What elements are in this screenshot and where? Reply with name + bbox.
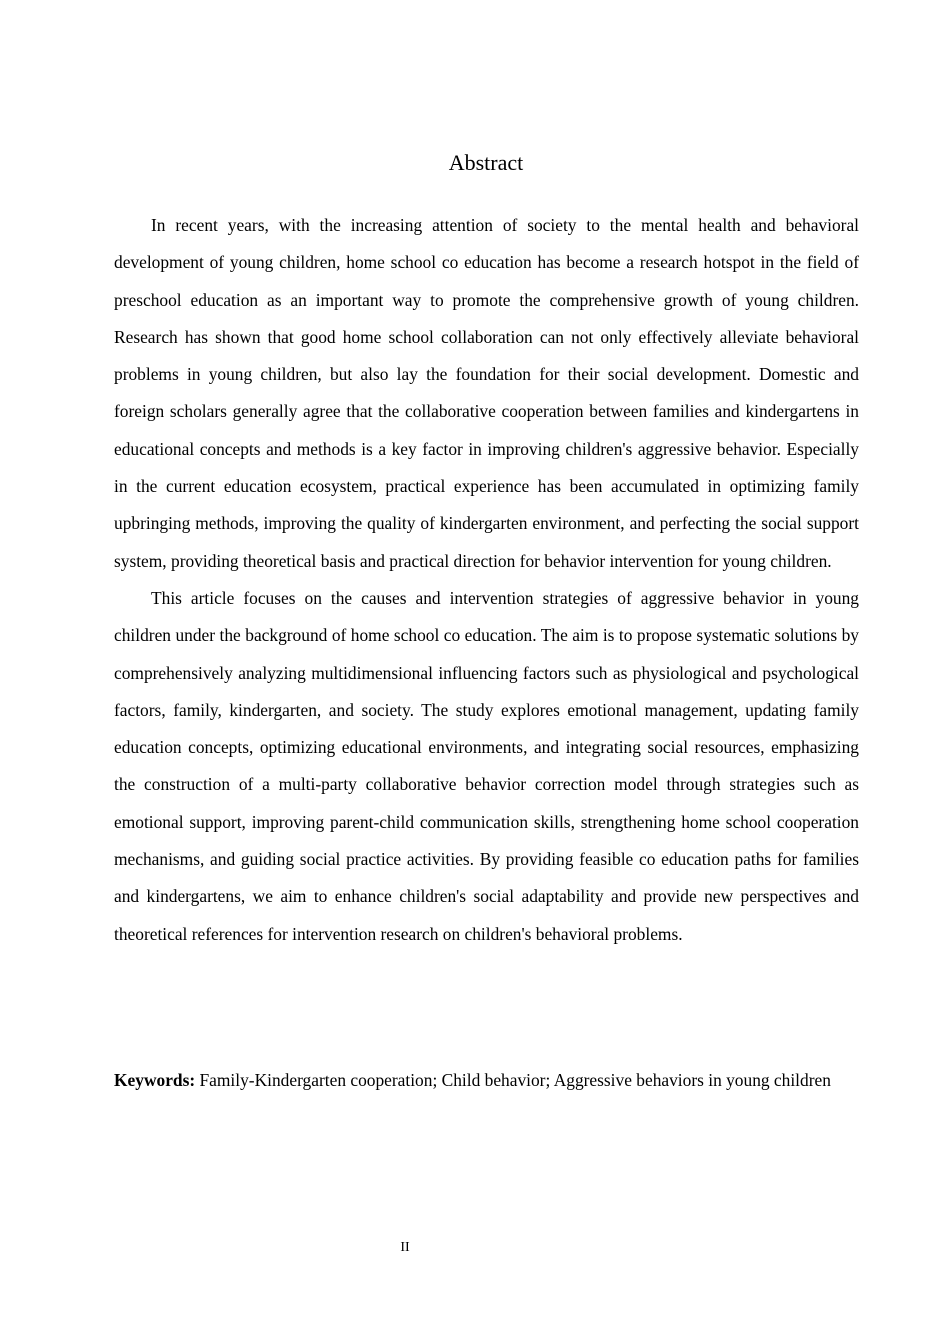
keywords-label: Keywords:: [114, 1070, 196, 1090]
keywords-text: Family-Kindergarten cooperation; Child behavior; Aggressive behaviors in young children: [199, 1070, 831, 1090]
abstract-paragraph-1: In recent years, with the increasing attention of society to the mental health and behavioral development of young children, home school co education has become a research hotspot in the field of preschool education as an important way to promote the comprehensive growth of young children. Research has shown that good home school collaboration can not only effectively alleviate behavioral problems in young children, but also lay the foundation for their social development. Domestic and foreign scholars generally agree that the collaborative cooperation between families and kindergartens in educational concepts and methods is a key factor in improving children's aggressive behavior. Especially in the current education ecosystem, practical experience has been accumulated in optimizing family upbringing methods, improving the quality of kindergarten environment, and perfecting the social support system, providing theoretical basis and practical direction for behavior intervention for young children.: [114, 215, 859, 571]
abstract-title: Abstract: [448, 150, 524, 175]
abstract-paragraph-2: This article focuses on the causes and intervention strategies of aggressive behavior in young children under the background of home school co education. The aim is to propose systematic solutions by comprehensively analyzing multidimensional influencing factors such as physiological and psychological factors, family, kindergarten, and society. The study explores emotional management, updating family education concepts, optimizing educational environments, and integrating social resources, emphasizing the construction of a multi-party collaborative behavior correction model through strategies such as emotional support, improving parent-child communication skills, strengthening home school cooperation mechanisms, and guiding social practice activities. By providing feasible co education paths for families and kindergartens, we aim to enhance children's social adaptability and provide new perspectives and theoretical references for intervention research on children's behavioral problems.: [114, 587, 859, 944]
keywords-line: [114, 1062, 859, 1099]
page-number: II: [400, 1240, 410, 1255]
abstract-body: [114, 207, 859, 953]
